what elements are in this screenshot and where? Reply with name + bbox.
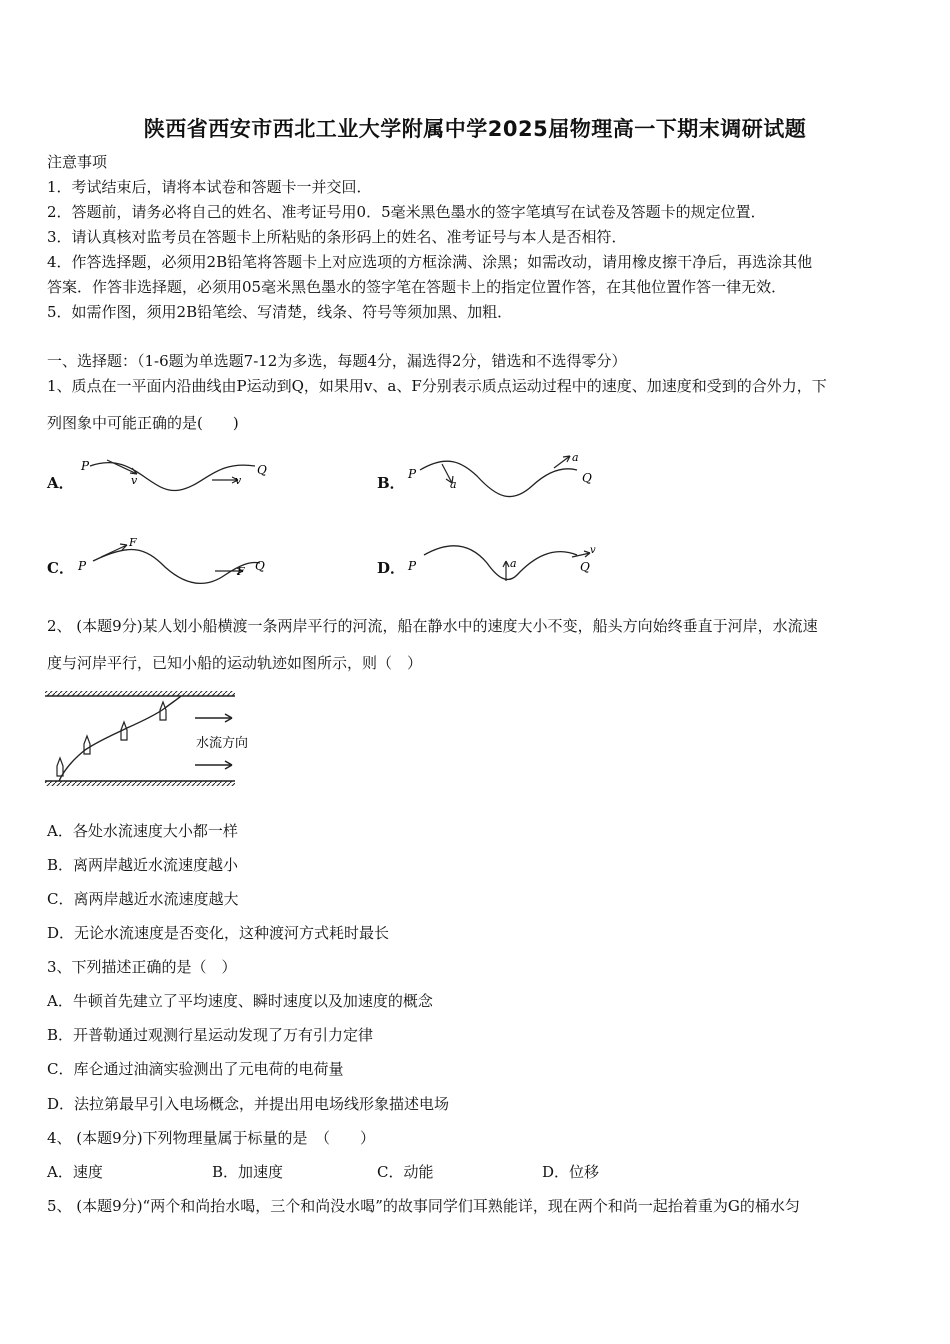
- q1-option-d-letter: D．: [377, 559, 406, 577]
- q3-option-c: C．库仑通过油滴实验测出了元电荷的电荷量: [47, 1060, 344, 1078]
- flow-direction-label: 水流方向: [196, 736, 249, 751]
- label-q: Q: [580, 560, 590, 574]
- label-v: v: [131, 474, 138, 487]
- q2-option-c: C．离两岸越近水流速度越大: [47, 890, 239, 908]
- boat-trajectory: [59, 696, 181, 781]
- notice-item: 2．答题前，请务必将自己的姓名、准考证号用0．5毫米黑色墨水的签字笔填写在试卷及答题卡的规定位置．: [47, 203, 766, 221]
- q3-option-d: D．法拉第最早引入电场概念，并提出用电场线形象描述电场: [47, 1095, 450, 1113]
- label-a: a: [572, 451, 579, 464]
- q2-option-b: B．离两岸越近水流速度越小: [47, 856, 239, 874]
- boat: [57, 758, 63, 776]
- q1-option-a-letter: A．: [47, 474, 74, 492]
- question-2-stem: 2、 (本题9分)某人划小船横渡一条两岸平行的河流，船在静水中的速度大小不变，船头方向始终垂直于河岸，水流速: [47, 617, 818, 635]
- question-3-stem: 3、下列描述正确的是（ ）: [47, 958, 237, 976]
- label-p: P: [78, 559, 87, 573]
- notice-item: 1．考试结束后，请将本试卷和答题卡一并交回．: [47, 178, 372, 196]
- q4-option-d: D．位移: [542, 1163, 600, 1181]
- notice-item: 3．请认真核对监考员在答题卡上所粘贴的条形码上的姓名、准考证号与本人是否相符．: [47, 228, 627, 246]
- label-q: Q: [582, 471, 592, 485]
- q4-option-a: A．速度: [47, 1163, 103, 1181]
- label-q: Q: [257, 463, 267, 477]
- notice-item: 4．作答选择题，必须用2B铅笔将答题卡上对应选项的方框涂满、涂黑；如需改动，请用橡皮擦干净后，再选涂其他: [47, 253, 813, 271]
- q2-option-d: D．无论水流速度是否变化，这种渡河方式耗时最长: [47, 924, 390, 942]
- q4-option-c: C．动能: [377, 1163, 434, 1181]
- question-1-stem-cont: 列图象中可能正确的是( ): [47, 414, 239, 432]
- river-crossing-figure: [45, 688, 260, 790]
- label-f: F: [129, 536, 137, 549]
- q2-option-a: A．各处水流速度大小都一样: [47, 822, 238, 840]
- notice-heading: 注意事项: [47, 153, 108, 171]
- q1-option-c-figure: [75, 533, 285, 589]
- q1-option-b-figure: [402, 448, 612, 504]
- label-q: Q: [255, 559, 265, 573]
- q4-option-b: B．加速度: [212, 1163, 284, 1181]
- label-f: F: [237, 565, 245, 578]
- boat: [84, 736, 90, 754]
- question-5-stem: 5、 (本题9分)“两个和尚抬水喝，三个和尚没水喝”的故事同学们耳熟能详，现在两个和尚一起抬着重为G的桶水匀: [47, 1197, 800, 1215]
- q1-option-b-letter: B．: [377, 474, 405, 492]
- label-a: a: [450, 478, 457, 491]
- label-a: a: [510, 557, 517, 570]
- page-title: 陕西省西安市西北工业大学附属中学2025届物理高一下期末调研试题: [143, 117, 807, 141]
- question-1-stem: 1、质点在一平面内沿曲线由P运动到Q，如果用v、a、F分别表示质点运动过程中的速度、加速度和受到的合外力，下: [47, 377, 827, 395]
- q1-option-c-letter: C．: [47, 559, 74, 577]
- q1-option-d-figure: [402, 533, 612, 589]
- question-4-stem: 4、 (本题9分)下列物理量属于标量的是 （ ）: [47, 1129, 376, 1147]
- q3-option-b: B．开普勒通过观测行星运动发现了万有引力定律: [47, 1026, 374, 1044]
- q3-option-a: A．牛顿首先建立了平均速度、瞬时速度以及加速度的概念: [47, 992, 433, 1010]
- q1-option-a-figure: [75, 452, 285, 504]
- label-v: v: [590, 545, 596, 556]
- label-p: P: [408, 559, 417, 573]
- label-v: v: [235, 474, 242, 487]
- section-heading: 一、选择题：（1-6题为单选题7-12为多选，每题4分，漏选得2分，错选和不选得零分）: [47, 352, 627, 370]
- notice-item: 答案．作答非选择题，必须用05毫米黑色墨水的签字笔在答题卡上的指定位置作答，在其他位置作答一律无效．: [47, 278, 787, 296]
- notice-item: 5．如需作图，须用2B铅笔绘、写清楚，线条、符号等须加黑、加粗．: [47, 303, 513, 321]
- label-p: P: [81, 459, 90, 473]
- question-2-stem-cont: 度与河岸平行，已知小船的运动轨迹如图所示，则（ ）: [47, 654, 423, 672]
- label-p: P: [408, 467, 417, 481]
